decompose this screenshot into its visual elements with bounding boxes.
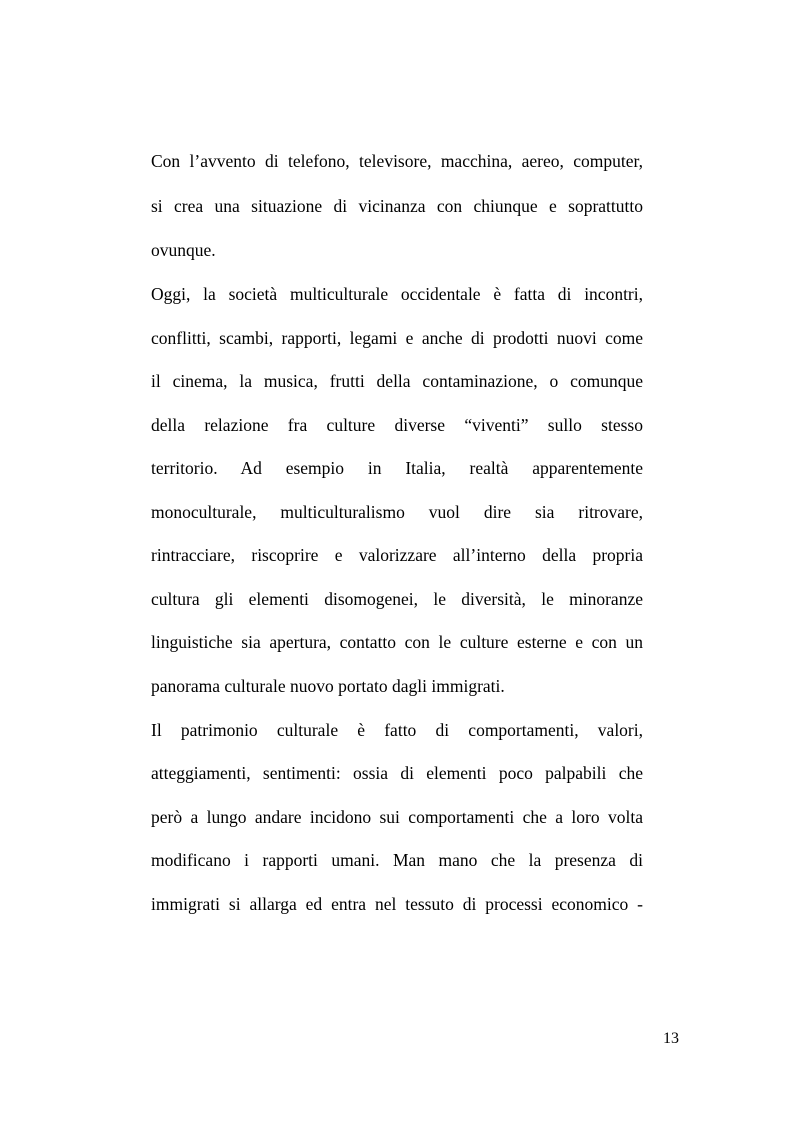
text-line: ovunque. — [151, 240, 216, 260]
text-line: modificano i rapporti umani. Man mano che la presenza di — [151, 850, 643, 870]
text-line: atteggiamenti, sentimenti: ossia di elementi poco palpabili che — [151, 763, 643, 783]
text-line: il cinema, la musica, frutti della contaminazione, o comunque — [151, 371, 643, 391]
text-line: della relazione fra culture diverse “viventi” sullo stesso — [151, 415, 643, 435]
text-line: Oggi, la società multiculturale occidentale è fatta di incontri, — [151, 284, 643, 304]
text-line: Con l’avvento di telefono, televisore, macchina, aereo, computer, — [151, 151, 643, 171]
text-line: linguistiche sia apertura, contatto con le culture esterne e con un — [151, 632, 643, 652]
text-line: conflitti, scambi, rapporti, legami e anche di prodotti nuovi come — [151, 328, 643, 348]
text-line: cultura gli elementi disomogenei, le diversità, le minoranze — [151, 589, 643, 609]
text-line: territorio. Ad esempio in Italia, realtà apparentemente — [151, 458, 643, 478]
page-number: 13 — [663, 1030, 679, 1047]
text-line: rintracciare, riscoprire e valorizzare all’interno della propria — [151, 545, 643, 565]
text-line: immigrati si allarga ed entra nel tessuto di processi economico - — [151, 894, 643, 914]
text-line: si crea una situazione di vicinanza con chiunque e soprattutto — [151, 196, 643, 216]
text-line: monoculturale, multiculturalismo vuol dire sia ritrovare, — [151, 502, 643, 522]
text-line: però a lungo andare incidono sui comportamenti che a loro volta — [151, 807, 643, 827]
text-line: Il patrimonio culturale è fatto di comportamenti, valori, — [151, 720, 643, 740]
text-line: panorama culturale nuovo portato dagli immigrati. — [151, 676, 505, 696]
